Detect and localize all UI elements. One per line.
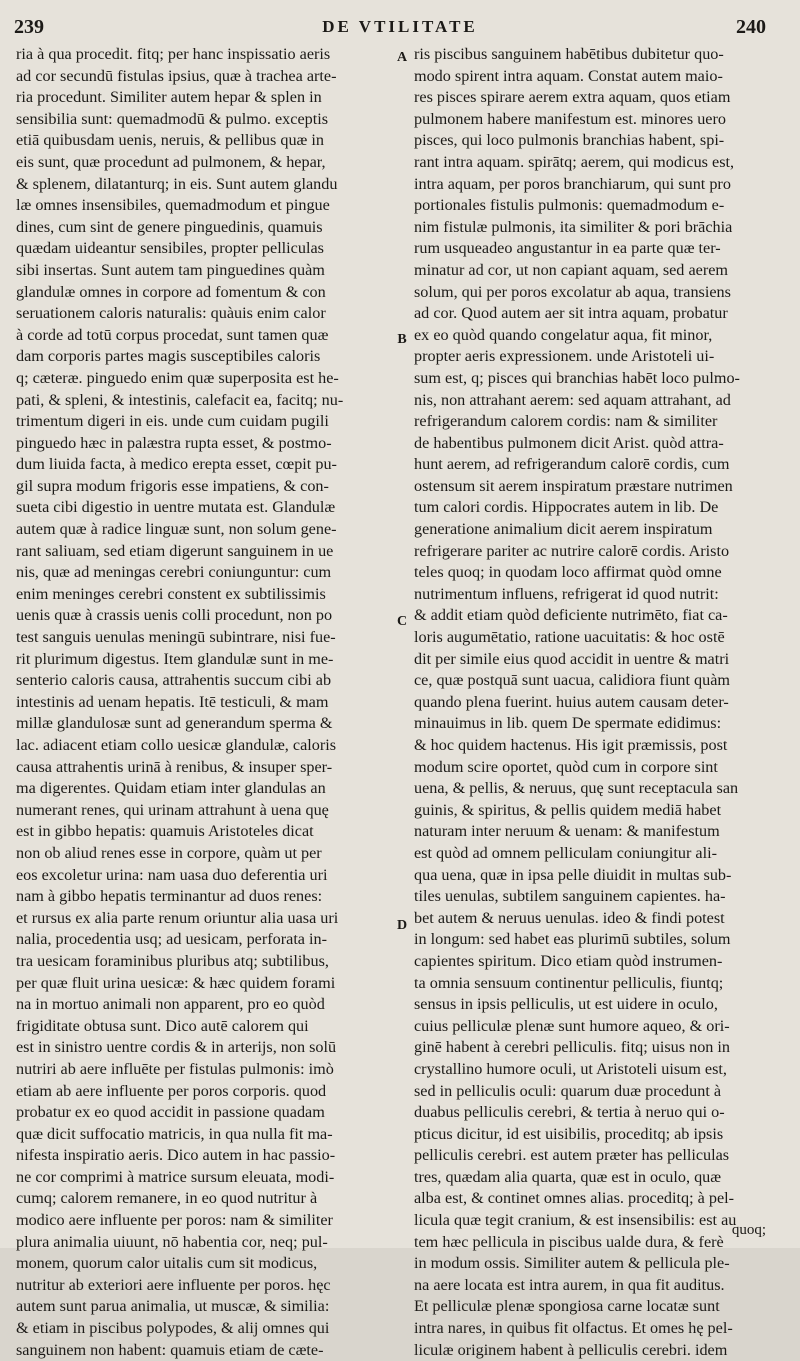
text-line: lac. adiacent etiam collo uesicæ glandulæ, caloris <box>16 736 337 754</box>
text-line: loris augumētatio, ratione uacuitatis: & hoc ostē <box>414 628 725 647</box>
text-line: probatur ex eo quod accidit in passione quadam <box>16 1103 325 1122</box>
text-line: minatur ad cor, ut non capiant aquam, sed aerem <box>414 260 728 279</box>
text-line: rum usqueadeo angustantur in ea parte quæ ter- <box>414 239 721 258</box>
text-line: tres, quædam alia quarta, quæ est in oculo, quæ <box>414 1167 722 1186</box>
catchword: quoq; <box>731 1222 766 1238</box>
text-line: liculæ originem habent à pelliculis cerebri. idem <box>414 1340 728 1359</box>
text-line: refrigerare pariter ac nutrire calorē cordis. Aristo <box>414 541 730 560</box>
text-line: ta omnia sensuum continentur pelliculis, fiuntq; <box>414 973 724 992</box>
text-line: pticus dicitur, id est uisibilis, proceditq; ab ipsis <box>414 1124 724 1143</box>
text-line: læ omnes insensibiles, quemadmodum et pingue <box>16 196 330 215</box>
text-line: etiā quibusdam uenis, neruis, & pellibus quæ in <box>16 131 324 150</box>
text-line: naturam inter neruum & uenam: & manifestum <box>414 822 720 841</box>
text-line: ad cor. Quod autem aer sit intra aquam, probatur <box>414 304 728 323</box>
text-line: & etiam in piscibus polypodes, & alij omnes qui <box>16 1319 330 1338</box>
text-line: monem, quorum calor uitalis cum sit modicus, <box>16 1254 318 1273</box>
text-line: crystallino humore oculi, ut Aristoteli uisum est, <box>414 1059 727 1078</box>
text-line: Et pelliculæ plenæ spongiosa carne locatæ sunt <box>414 1297 720 1316</box>
text-line: quando plena fuerint. huius autem causam deter- <box>414 692 729 711</box>
text-line: sed in pelliculis oculi: quarum duæ procedunt à <box>414 1081 722 1100</box>
text-line: hunt aerem, ad refrigerandum calorē cordis, cum <box>414 455 730 474</box>
text-line: & splenem, dilatanturq; in eis. Sunt autem glandu <box>16 174 338 193</box>
text-line: q; cæteræ. pinguedo enim quæ superposita est he- <box>16 368 339 387</box>
text-line: autem quæ à radice linguæ sunt, non solum gene- <box>16 520 337 539</box>
text-line: na aere locata est intra aurem, in qua fit auditus. <box>414 1275 725 1294</box>
text-line: ris piscibus sanguinem habētibus dubitetur quo- <box>414 45 724 63</box>
text-line: ne cor comprimi à matrice sursum eleuata, modi- <box>16 1167 335 1186</box>
text-line: causa attrahentis urinā à renibus, & insuper sper- <box>16 757 333 776</box>
text-line: nutriri ab aere influēte per fistulas pulmonis: imò <box>16 1059 334 1078</box>
text-line: nam à gibbo hepatis terminantur ad duos renes: <box>16 887 323 906</box>
text-line: nifesta inspiratio aeris. Dico autem in hac passio- <box>16 1146 336 1165</box>
text-line: bet autem & neruus uenulas. ideo & findi potest <box>414 908 725 927</box>
text-line: intestinis ad uenam hepatis. Itē testiculi, & mam <box>16 692 329 711</box>
text-line: et rursus ex alia parte renum oriuntur alia uasa uri <box>16 908 339 927</box>
left-page-number: 239 <box>14 16 44 38</box>
text-line: qua uena, quæ in ipsa pelle diuidit in multas sub- <box>414 865 732 884</box>
text-line: dum liuida facta, à medico erepta esset, cœpit pu- <box>16 455 337 474</box>
text-line: & addit etiam quòd deficiente nutrimēto, fiat ca- <box>414 606 728 625</box>
text-line: eis sunt, quæ procedunt ad pulmonem, & hepar, <box>16 152 326 171</box>
text-line: frigiditate obtusa sunt. Dico autē calorem qui <box>16 1016 309 1035</box>
text-line: nalia, procedentia usq; ad uesicam, perforata in- <box>16 930 328 949</box>
text-line: sensibilia sunt: quemadmodū & pulmo. exceptis <box>16 109 329 128</box>
text-line: etiam ab aere influente per poros corporis. quod <box>16 1081 327 1100</box>
text-line: est quòd ad omnem pelliculam coniungitur ali- <box>414 843 717 862</box>
text-line: nutrimentum influens, refrigerat id quod nutrit: <box>414 584 719 603</box>
text-line: pinguedo hæc in palæstra rupta esset, & postmo- <box>16 433 332 452</box>
text-line: in modum ossis. Similiter autem & pellicula ple- <box>414 1254 730 1273</box>
right-text-column <box>414 44 776 1359</box>
text-line: ce, quæ postquā sunt uacua, calidiora fiunt quàm <box>414 671 731 690</box>
text-line: sum est, q; pisces qui branchias habēt loco pulmo- <box>414 368 740 387</box>
text-line: rant intra aquam. spirātq; aerem, qui modicus est, <box>414 152 735 171</box>
text-line: generatione animalium dicit aerem inspiratum <box>414 520 713 539</box>
text-line: intra aquam, per poros branchiarum, qui sunt pro <box>414 174 731 193</box>
text-line: de habentibus pulmonem dicit Arist. quòd attra- <box>414 433 724 452</box>
text-line: rit plurimum digestus. Item glandulæ sunt in me- <box>16 649 334 668</box>
text-line: refrigerandum calorem cordis: nam & similiter <box>414 412 718 431</box>
text-line: pelliculis cerebri. est autem præter has pelliculas <box>414 1146 730 1165</box>
margin-letters <box>390 0 414 1248</box>
text-line: modum scire oportet, quòd cum in corpore sint <box>414 757 718 776</box>
text-line: gil supra modum frigoris esse impatiens, & con- <box>16 476 329 495</box>
text-line: quædam uideantur sensibiles, propter pelliculas <box>16 239 324 258</box>
text-line: guinis, & spiritus, & pellis quidem mediā habet <box>414 800 722 819</box>
text-line: minauimus in lib. quem De spermate edidimus: <box>414 714 722 733</box>
text-line: ma digerentes. Quidam etiam inter glandulas an <box>16 779 326 798</box>
text-line: nutritur ab exteriori aere influente per poros. hęc <box>16 1275 331 1294</box>
text-line: sueta cibi digestio in uentre mutata est. Glandulæ <box>16 498 336 517</box>
text-line: nim fistulæ pulmonis, ita similiter & pori brāchia <box>414 217 733 236</box>
text-line: plura animalia uiuunt, nō habentia cor, neq; pul- <box>16 1232 328 1251</box>
text-line: est in gibbo hepatis: quamuis Aristoteles dicat <box>16 822 314 841</box>
text-line: na in mortuo animali non apparent, pro eo quòd <box>16 995 325 1014</box>
text-line: ginē habent à cerebri pelliculis. fitq; uisus non in <box>414 1038 731 1057</box>
running-title: DE VTILITATE <box>322 17 478 36</box>
text-line: test sanguis uenulas meningū subintrare, nisi fue- <box>16 628 336 647</box>
text-line: capientes spiritum. Dico etiam quòd instrumen- <box>414 951 723 970</box>
text-line: dit per simile eius quod accidit in uentre & matri <box>414 649 730 668</box>
text-line: duabus pelliculis cerebri, & tertia à neruo qui o- <box>414 1103 725 1122</box>
right-page-number: 240 <box>736 16 766 38</box>
text-line: uena, & pellis, & neruus, quę sunt receptacula san <box>414 779 739 798</box>
text-line: ex eo quòd quando congelatur aqua, fit minor, <box>414 325 713 344</box>
text-line: solum, qui per poros excolatur ab aqua, transiens <box>414 282 731 301</box>
text-line: tem hæc pellicula in piscibus ualde dura, & ferè <box>414 1232 724 1251</box>
text-line: autem sunt parua animalia, ut muscæ, & similia: <box>16 1297 330 1316</box>
margin-letter-b: B <box>397 332 407 347</box>
text-line: eos excoletur urina: nam uasa duo deferentia uri <box>16 865 328 884</box>
text-line: est in sinistro uentre cordis & in arterijs, non solū <box>16 1038 337 1057</box>
text-line: dines, cum sint de genere pinguedinis, quamuis <box>16 217 323 236</box>
text-line: alba est, & continet omnes alias. proceditq; à pel- <box>414 1189 735 1208</box>
text-line: pulmonem habere manifestum est. minores uero <box>414 109 726 128</box>
text-line: ria procedunt. Similiter autem hepar & splen in <box>16 88 322 107</box>
text-line: pati, & spleni, & intestinis, calefacit ea, facitq; nu- <box>16 390 344 409</box>
text-line: ostensum sit aerem inspiratum præstare nutrimen <box>414 476 733 495</box>
text-line: à corde ad totū corpus procedat, sunt tamen quæ <box>16 325 329 344</box>
text-line: cumq; calorem remanere, in eo quod nutritur à <box>16 1189 318 1208</box>
text-line: pisces, qui loco pulmonis branchias habent, spi- <box>414 131 725 150</box>
margin-letter-a: A <box>396 50 408 65</box>
text-line: ad cor secundū fistulas ipsius, quæ à trachea arte- <box>16 66 337 85</box>
text-line: millæ glandulosæ sunt ad generandum sperma & <box>16 714 333 733</box>
margin-letter-c: C <box>396 614 408 629</box>
text-line: in longum: sed habet eas plurimū subtiles, solum <box>414 930 731 949</box>
text-line: nis, quæ ad meningas cerebri coniunguntur: cum <box>16 563 332 582</box>
text-line: propter aeris expressionem. unde Aristoteli ui- <box>414 347 715 366</box>
text-line: quæ dicit suffocatio matricis, in qua nulla fit ma- <box>16 1124 333 1143</box>
text-line: teles quoq; in quodam loco affirmat quòd omne <box>414 563 722 582</box>
text-line: uenis quæ à crassis uenis colli procedunt, non po <box>16 606 333 625</box>
text-line: numerant renes, qui urinam attrahunt à uena quę <box>16 800 329 819</box>
text-line: licula quæ tegit cranium, & est insensibilis: est au <box>414 1211 737 1230</box>
text-line: trimentum digeri in eis. unde cum cuidam pugili <box>16 412 329 431</box>
text-line: non ob aliud renes esse in corpore, quàm ut per <box>16 843 322 862</box>
text-line: sanguinem non habent: quamuis etiam de cæte- <box>16 1340 324 1359</box>
text-line: tra uesicam foraminibus pluribus atq; subtilibus, <box>16 951 329 970</box>
left-text-column <box>16 44 390 1359</box>
text-line: nis, non attrahant aerem: sed aquam attrahant, ad <box>414 390 731 409</box>
text-line: glandulæ omnes in corpore ad fomentum & con <box>16 282 326 301</box>
text-line: enim meninges cerebri constent ex subtilissimis <box>16 584 326 603</box>
text-line: ria à qua procedit. fitq; per hanc inspissatio aeris <box>16 45 331 63</box>
text-line: res pisces spirare aerem extra aquam, quos etiam <box>414 88 731 107</box>
text-line: & hoc quidem hactenus. His igit præmissis, post <box>414 736 728 754</box>
text-line: sensus in ipsis pelliculis, ut est uidere in oculo, <box>414 995 718 1014</box>
text-line: per quæ fluit urina uesicæ: & hæc quidem forami <box>16 973 336 992</box>
text-line: sibi insertas. Sunt autem tam pinguedines quàm <box>16 260 325 279</box>
text-line: modico aere influente per poros: nam & similiter <box>16 1211 333 1230</box>
text-line: tum calori cordis. Hippocrates autem in lib. De <box>414 498 719 517</box>
text-line: senterio caloris causa, attrahentis succum cibi ab <box>16 671 332 690</box>
text-line: cuius pelliculæ plenæ sunt humore aqueo, & ori- <box>414 1016 730 1035</box>
text-line: tiles uenulas, subtilem sanguinem capientes. ha- <box>414 887 726 906</box>
text-line: seruationem caloris naturalis: quàuis enim calor <box>16 304 326 323</box>
text-line: rant saliuam, sed etiam digerunt sanguinem in ue <box>16 541 334 560</box>
text-line: portionales fistulis pulmonis: quemadmodum e- <box>414 196 725 215</box>
text-line: intra nares, in quibus fit olfactus. Et omes hę pel- <box>414 1319 733 1338</box>
text-line: dam corporis partes magis susceptibiles caloris <box>16 347 321 366</box>
margin-letter-d: D <box>396 918 408 933</box>
text-line: modo spirent intra aquam. Constat autem maio- <box>414 66 723 85</box>
